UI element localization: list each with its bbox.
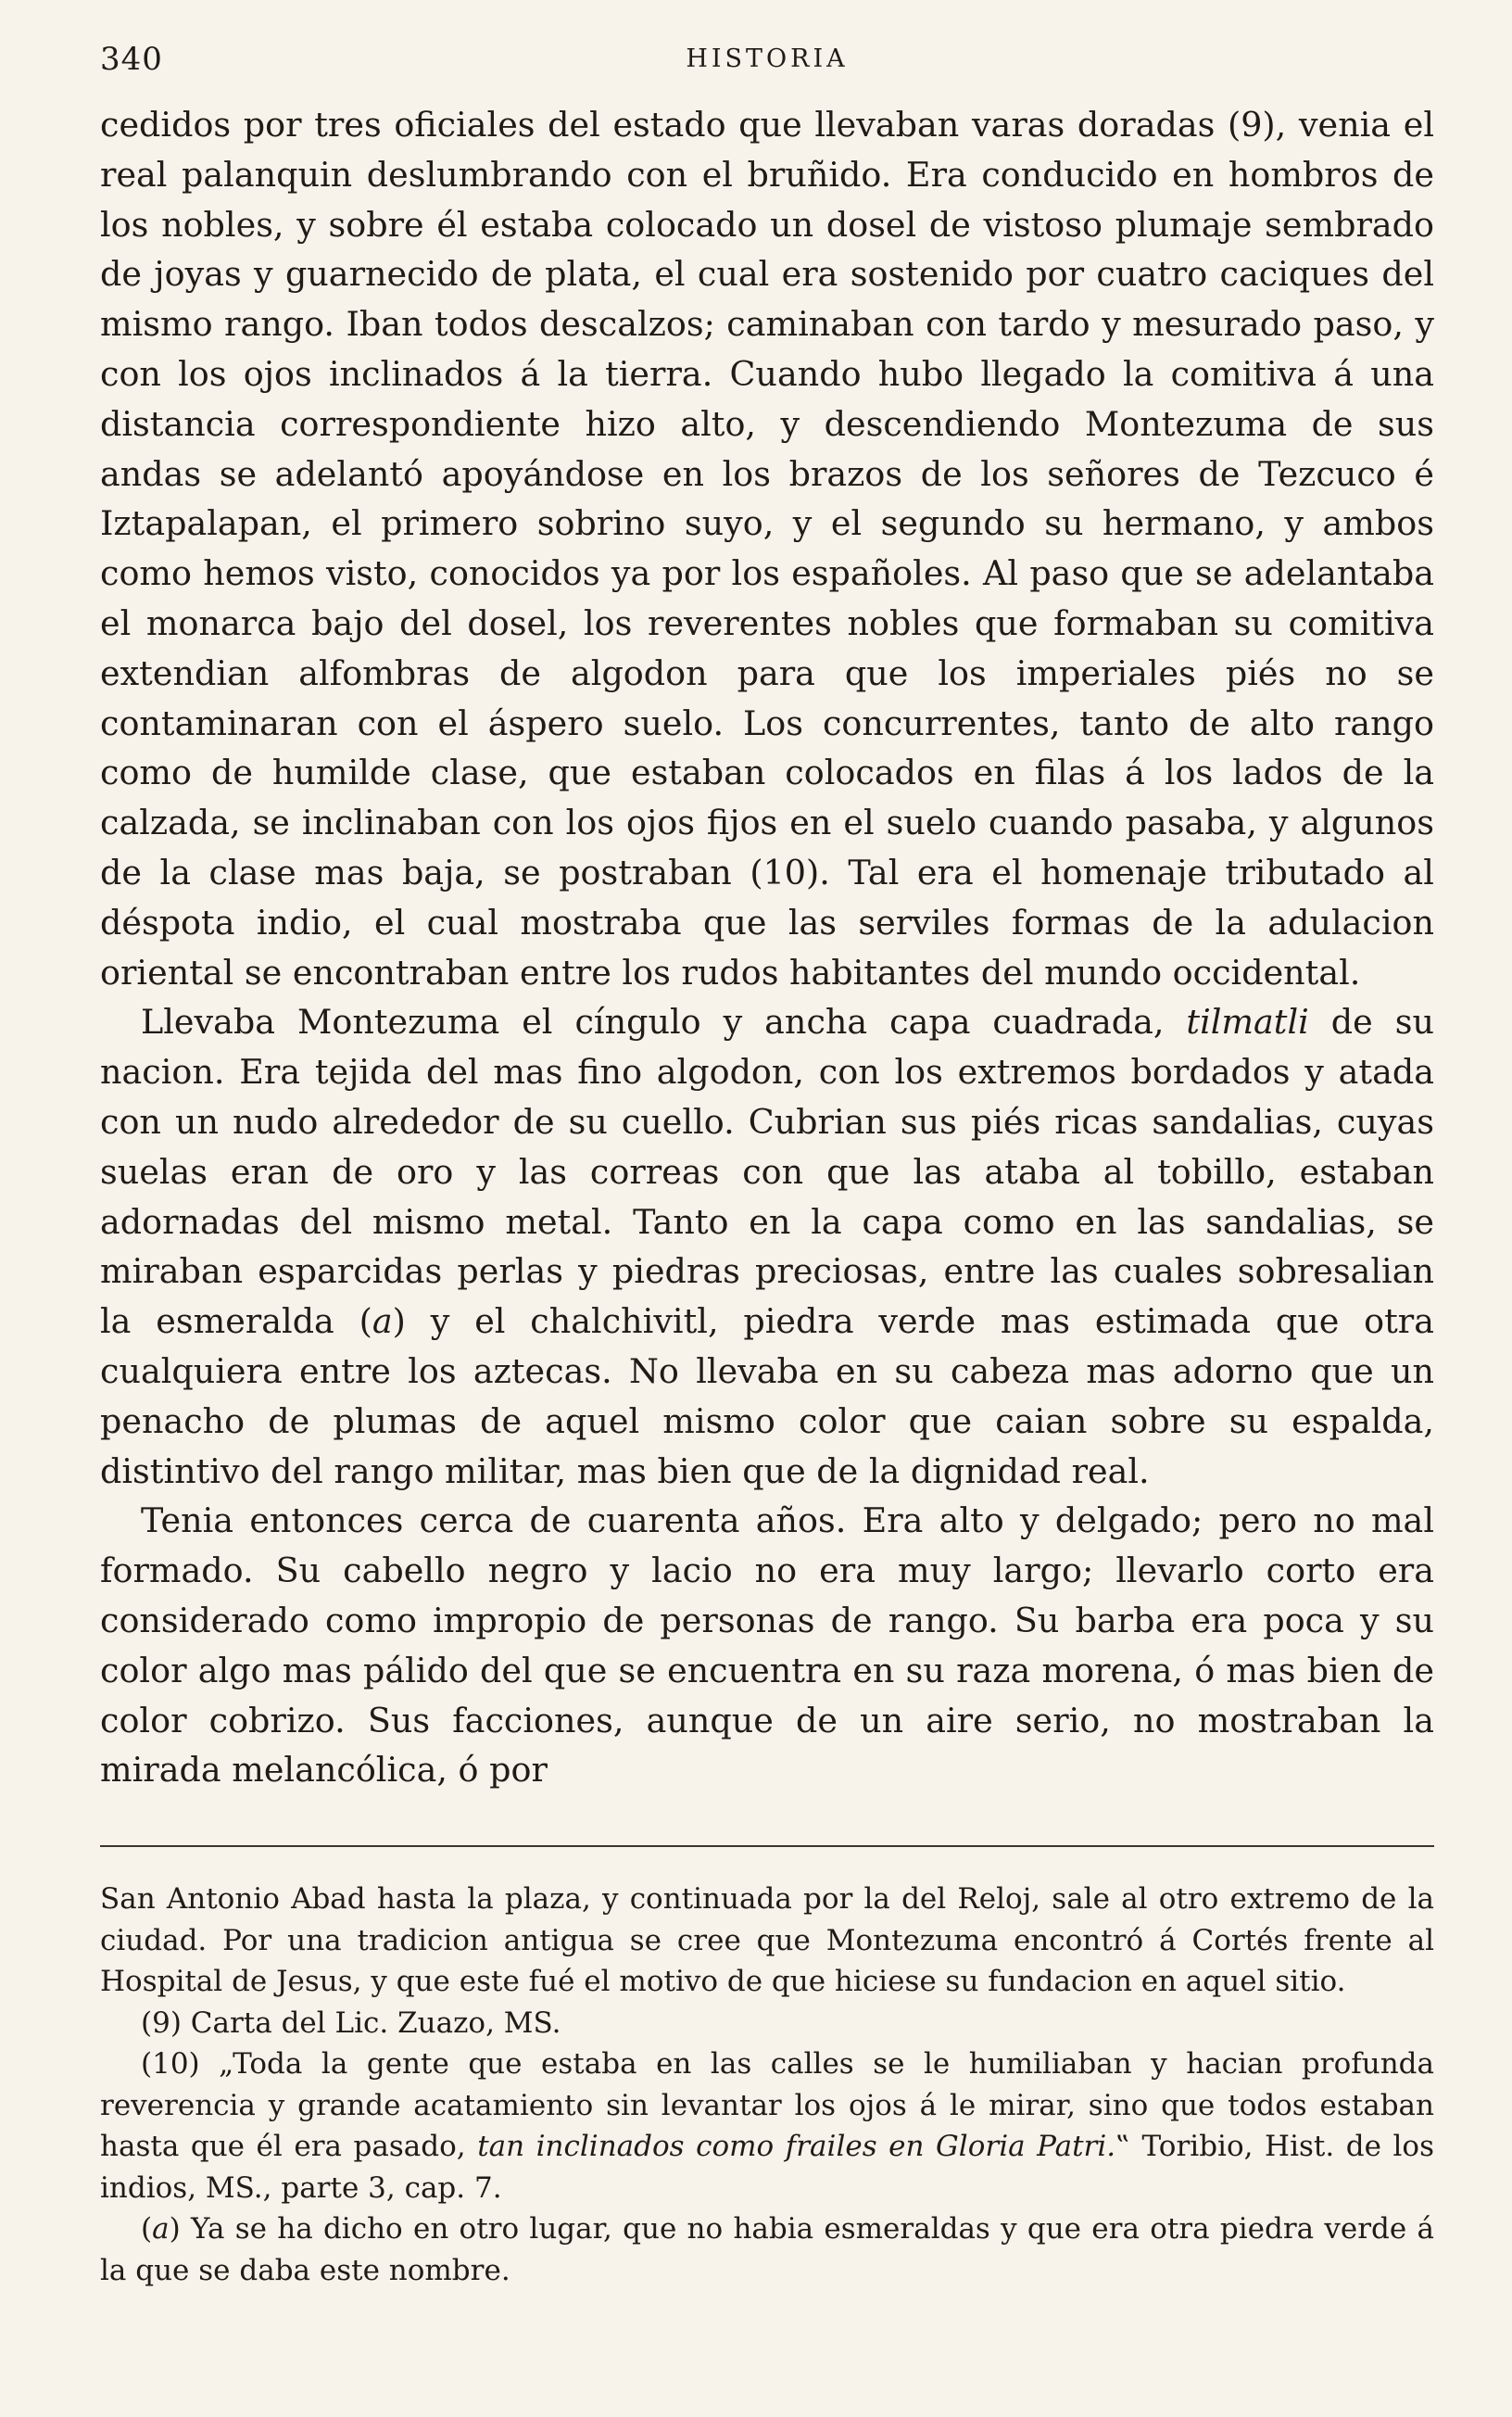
footnote-10 [100, 2044, 1434, 2208]
page-header [100, 41, 1434, 87]
attire-text-3: ) y el chalchivitl, piedra verde mas estimada que otra cualquiera entre los aztecas. No llevaba en su cabeza mas adorno que un penacho de plumas de aquel mismo color que caian sobre su espalda, distintivo del rango militar, mas bien que de la dignidad real. [100, 1301, 1435, 1491]
footnote-9: (9) Carta del Lic. Zuazo, MS. [141, 2006, 561, 2040]
footnote-10-quote: tan inclinados como frailes en Gloria Patri. [477, 2130, 1116, 2164]
tilmatli-term: tilmatli [1186, 1002, 1309, 1043]
running-head: HISTORIA [686, 44, 849, 73]
paragraph-procession: cedidos por tres oficiales del estado que llevaban varas doradas (9), venia el real palanquin deslumbrando con el bruñido. Era conducido en hombros de los nobles, y sobre él estaba colocado un dosel de vistoso plumaje sembrado de joyas y guarnecido de plata, el cual era sostenido por cuatro caciques del mismo rango. Iban todos descalzos; caminaban con tardo y mesurado paso, y con los ojos inclinados á la tierra. Cuando hubo llegado la comitiva á una distancia correspondiente hizo alto, y descendiendo Montezuma de sus andas se adelantó apoyándose en los brazos de los señores de Tezcuco é Iztapalapan, el primero sobrino suyo, y el segundo su hermano, y ambos como hemos visto, conocidos ya por los españoles. Al paso que se adelantaba el monarca bajo del dosel, los reverentes nobles que formaban su comitiva extendian alfombras de algodon para que los imperiales piés no se contaminaran con el áspero suelo. Los concurrentes, tanto de alto rango como de humilde clase, que estaban colocados en filas á los lados de la calzada, se inclinaban con los ojos fijos en el suelo cuando pasaba, y algunos de la clase mas baja, se postraban (10). Tal era el homenaje tributado al déspota indio, el cual mostraba que las serviles formas de la adulacion oriental se encontraban entre los rudos habitantes del mundo occidental. [100, 105, 1434, 993]
footnote-ref-a: a [372, 1301, 393, 1342]
attire-text-2: de su nacion. Era tejida del mas fino algodon, con los extremos bordados y atada con un nudo alrededor de su cuello. Cubrian sus piés ricas sandalias, cuyas suelas eran de oro y las correas con que las ataba al tobillo, estaban adornadas del mismo metal. Tanto en la capa como en las sandalias, se miraban esparcidas perlas y piedras preciosas, entre las cuales sobresalian la esmeralda ( [100, 1002, 1434, 1342]
footnotes [100, 1879, 1434, 2291]
book-page [100, 41, 1434, 2291]
footnote-a-text: ) Ya se ha dicho en otro lugar, que no habia esmeraldas y que era otra piedra verde á la que se daba este nombre. [100, 2212, 1434, 2287]
footnote-10-text-2: ‟ Toribio, Hist. de los indios, MS., parte 3, cap. 7. [100, 2130, 1434, 2205]
footnote-a [100, 2208, 1434, 2291]
attire-text-1: Llevaba Montezuma el cíngulo y ancha capa cuadrada, [141, 1002, 1187, 1043]
footnote-a-marker: a [152, 2212, 170, 2246]
paragraph-appearance: Tenia entonces cerca de cuarenta años. Era alto y delgado; pero no mal formado. Su cabello negro y lacio no era muy largo; llevarlo corto era considerado como impropio de personas de rango. Su barba era poca y su color algo mas pálido del que se encuentra en su raza morena, ó mas bien de color cobrizo. Sus facciones, aunque de un aire serio, no mostraban la mirada melancólica, ó por [100, 1500, 1434, 1791]
paragraph-attire [100, 997, 1434, 1496]
footnote-continued: San Antonio Abad hasta la plaza, y continuada por la del Reloj, sale al otro extremo de la ciudad. Por una tradicion antigua se cree que Montezuma encontró á Cortés frente al Hospital de Jesus, y que este fué el motivo de que hiciese su fundacion en aquel sitio. [100, 1882, 1434, 1999]
page-number: 340 [100, 41, 163, 78]
footnote-a-open: ( [141, 2212, 153, 2246]
main-text [100, 100, 1434, 1795]
footnote-divider [100, 1845, 1434, 1847]
footnote-10-text-1: (10) „Toda la gente que estaba en las calles se le humiliaban y hacian profunda reverencia y grande acatamiento sin levantar los ojos á le mirar, sino que todos estaban hasta que él era pasado, [100, 2047, 1434, 2164]
